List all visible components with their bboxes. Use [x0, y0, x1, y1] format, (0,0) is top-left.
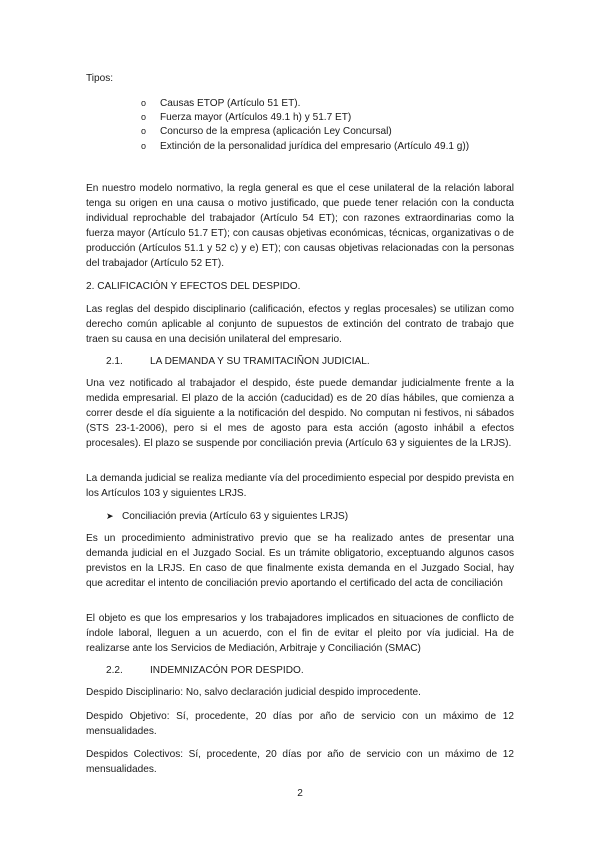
- list-item-text: Concurso de la empresa (aplicación Ley Concursal): [160, 126, 392, 137]
- tipos-label: Tipos:: [86, 73, 114, 84]
- section-heading-2: 2. CALIFICACIÓN Y EFECTOS DEL DESPIDO.: [86, 281, 301, 292]
- subsection-title: LA DEMANDA Y SU TRAMITACIÑON JUDICIAL.: [150, 356, 370, 367]
- subsection-heading-2-1: [106, 355, 370, 368]
- paragraph-demanda: La demanda judicial se realiza mediante vía del procedimiento especial por despido prevista en los Artículos 103 y siguientes LRJS.: [86, 473, 514, 499]
- conciliacion-heading: Conciliación previa (Artículo 63 y siguientes LRJS): [122, 511, 349, 522]
- list-item-text: Extinción de la personalidad jurídica del empresario (Artículo 49.1 g)): [160, 141, 470, 152]
- paragraph-objeto: El objeto es que los empresarios y los trabajadores implicados en situaciones de conflicto de índole laboral, lleguen a un acuerdo, con el fin de evitar el pleito por vía judicial. Ha de realizarse ante los Servicios de Mediación, Arbitraje y Conciliación (SMAC): [86, 613, 514, 654]
- paragraph-procedimiento: Es un procedimiento administrativo previo que se ha realizado antes de presentar una demanda judicial en el Juzgado Social. Es un trámite obligatorio, exceptuando algunos casos previstos en la LRJS. En caso de que finalmente exista demanda en el Juzgado Social, hay que acreditar el intento de conciliación previo aportando el certificado del acta de conciliación: [86, 533, 514, 589]
- arrow-bullet-icon: ➤: [106, 511, 114, 521]
- page-number: 2: [297, 788, 303, 799]
- paragraph-despidos-colectivos: Despidos Colectivos: Sí, procedente, 20 días por año de servicio con un máximo de 12 mensualidades.: [86, 749, 514, 775]
- bullet-marker: o: [141, 112, 147, 122]
- paragraph-reglas: Las reglas del despido disciplinario (calificación, efectos y reglas procesales) se utilizan como derecho común aplicable al conjunto de supuestos de extinción del contrato de trabajo que traen su causa en una decisión unilateral del empresario.: [86, 304, 514, 345]
- subsection-number: 2.1.: [106, 356, 123, 367]
- paragraph-despido-disciplinario: Despido Disciplinario: No, salvo declaración judicial despido improcedente.: [86, 687, 421, 698]
- subsection-number: 2.2.: [106, 665, 123, 676]
- list-item-text: Fuerza mayor (Artículos 49.1 h) y 51.7 ET): [160, 112, 352, 123]
- bullet-marker: o: [141, 141, 147, 151]
- paragraph-modelo-normativo: En nuestro modelo normativo, la regla general es que el cese unilateral de la relación laboral tenga su origen en una causa o motivo justificado, que puede tener relación con la conducta individual reprochable del trabajador (Artículo 54 ET); con razones extraordinarias como la fuerza mayor (Artículo 51.7 ET); con causas objetivas económicas, técnicas, organizativas o de producción (Artículos 51.1 y 52 c) y e) ET); con causas objetivas relacionadas con la personas del trabajador (Artículo 52 ET).: [86, 183, 514, 269]
- bullet-marker: o: [141, 126, 147, 136]
- subsection-heading-2-2: [106, 664, 304, 677]
- paragraph-notificado: Una vez notificado al trabajador el despido, éste puede demandar judicialmente frente a la medida empresarial. El plazo de la acción (caducidad) es de 20 días hábiles, que comienza a correr desde el día siguiente a la notificación del despido. No computan ni festivos, ni sábados (STS 23-1-2006), pero si el mes de agosto para esta acción (agosto inhábil a efectos procesales). El plazo se suspende por conciliación previa (Artículo 63 y siguientes de la LRJS).: [86, 378, 514, 449]
- list-item-text: Causas ETOP (Artículo 51 ET).: [160, 98, 301, 109]
- paragraph-despido-objetivo: Despido Objetivo: Sí, procedente, 20 días por año de servicio con un máximo de 12 mensualidades.: [86, 711, 514, 737]
- subsection-title: INDEMNIZACÓN POR DESPIDO.: [150, 665, 304, 676]
- bullet-marker: o: [141, 98, 147, 108]
